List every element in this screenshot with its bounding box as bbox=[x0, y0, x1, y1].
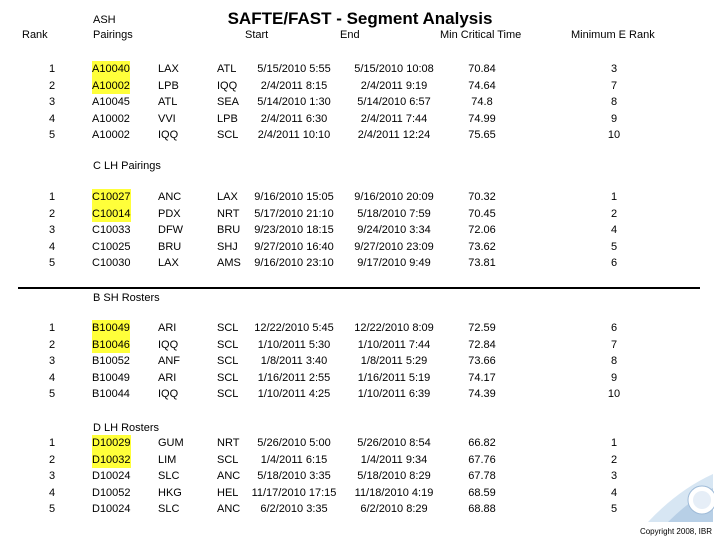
arr-cell: SCL bbox=[217, 129, 239, 141]
id-cell: D10024 bbox=[92, 470, 131, 482]
dep-cell: ARI bbox=[158, 322, 177, 334]
start-cell: 5/18/2010 3:35 bbox=[257, 470, 331, 482]
id-cell: A10045 bbox=[92, 96, 130, 108]
end-cell: 11/18/2010 4:19 bbox=[354, 486, 434, 499]
page-title: SAFTE/FAST - Segment Analysis bbox=[227, 9, 493, 28]
rank-cell: 4 bbox=[48, 240, 56, 253]
erank-cell: 6 bbox=[610, 322, 618, 334]
logo-graphic bbox=[618, 470, 714, 528]
id-cell: D10052 bbox=[92, 486, 131, 499]
dep-cell: GUM bbox=[158, 437, 184, 449]
rank-cell: 2 bbox=[48, 207, 56, 220]
dep-cell: VVI bbox=[158, 112, 176, 125]
id-cell: C10027 bbox=[92, 189, 131, 206]
id-cell: B10044 bbox=[92, 388, 130, 400]
id-cell: D10029 bbox=[92, 435, 131, 452]
mct-cell: 72.06 bbox=[468, 224, 496, 236]
mct-cell: 72.84 bbox=[468, 338, 496, 351]
header-min-critical-time: Min Critical Time bbox=[440, 29, 522, 41]
start-cell: 1/10/2011 5:30 bbox=[257, 338, 331, 351]
copyright-text: Copyright 2008, IBR bbox=[639, 527, 712, 536]
id-cell: A10002 bbox=[92, 112, 130, 125]
dep-cell: LAX bbox=[158, 63, 179, 75]
end-cell: 1/10/2011 7:44 bbox=[357, 338, 431, 351]
mct-cell: 74.8 bbox=[471, 96, 493, 108]
rank-cell: 2 bbox=[48, 453, 56, 466]
rank-cell: 3 bbox=[48, 96, 56, 108]
header-start: Start bbox=[245, 29, 269, 41]
dep-cell: LAX bbox=[158, 257, 179, 269]
mct-cell: 70.32 bbox=[468, 191, 496, 203]
end-cell: 1/4/2011 9:34 bbox=[360, 453, 428, 466]
mct-cell: 68.88 bbox=[468, 503, 496, 515]
dep-cell: ARI bbox=[158, 371, 177, 384]
end-cell: 6/2/2010 8:29 bbox=[360, 503, 428, 515]
dep-cell: SLC bbox=[158, 470, 180, 482]
dep-cell: IQQ bbox=[158, 388, 179, 400]
start-cell: 11/17/2010 17:15 bbox=[251, 486, 337, 499]
erank-cell: 3 bbox=[610, 470, 618, 482]
arr-cell: SCL bbox=[217, 388, 239, 400]
end-cell: 9/24/2010 3:34 bbox=[357, 224, 431, 236]
mct-cell: 72.59 bbox=[468, 322, 496, 334]
erank-cell: 5 bbox=[610, 503, 618, 515]
rank-cell: 4 bbox=[48, 486, 56, 499]
erank-cell: 1 bbox=[610, 437, 618, 449]
erank-cell: 9 bbox=[610, 112, 618, 125]
arr-cell: IQQ bbox=[217, 79, 238, 92]
start-cell: 9/16/2010 15:05 bbox=[254, 191, 334, 203]
dep-cell: IQQ bbox=[158, 129, 179, 141]
id-cell: C10033 bbox=[92, 224, 131, 236]
dep-cell: ANF bbox=[158, 355, 180, 367]
dep-cell: IQQ bbox=[158, 338, 179, 351]
section-label: D LH Rosters bbox=[93, 422, 160, 434]
end-cell: 5/18/2010 7:59 bbox=[357, 207, 431, 220]
start-cell: 5/17/2010 21:10 bbox=[254, 207, 334, 220]
arr-cell: SCL bbox=[217, 322, 239, 334]
dep-cell: DFW bbox=[158, 224, 184, 236]
rank-cell: 1 bbox=[48, 191, 56, 203]
start-cell: 1/8/2011 3:40 bbox=[260, 355, 328, 367]
arr-cell: SHJ bbox=[217, 240, 238, 253]
mct-cell: 68.59 bbox=[468, 486, 496, 499]
erank-cell: 4 bbox=[610, 224, 618, 236]
mct-cell: 67.78 bbox=[468, 470, 496, 482]
id-cell: A10040 bbox=[92, 61, 130, 78]
rank-cell: 5 bbox=[48, 257, 56, 269]
section-divider bbox=[18, 287, 700, 289]
rank-cell: 1 bbox=[48, 437, 56, 449]
mct-cell: 73.81 bbox=[468, 257, 496, 269]
arr-cell: BRU bbox=[217, 224, 241, 236]
rank-cell: 4 bbox=[48, 371, 56, 384]
section-label: B SH Rosters bbox=[93, 292, 160, 304]
arr-cell: NRT bbox=[217, 207, 240, 220]
header-rank: Rank bbox=[22, 29, 48, 41]
arr-cell: LPB bbox=[217, 112, 238, 125]
mct-cell: 75.65 bbox=[468, 129, 496, 141]
id-cell: C10030 bbox=[92, 257, 131, 269]
erank-cell: 1 bbox=[610, 191, 618, 203]
start-cell: 6/2/2010 3:35 bbox=[260, 503, 328, 515]
dep-cell: LIM bbox=[158, 453, 177, 466]
mct-cell: 74.17 bbox=[468, 371, 496, 384]
rank-cell: 3 bbox=[48, 224, 56, 236]
erank-cell: 8 bbox=[610, 355, 618, 367]
end-cell: 5/14/2010 6:57 bbox=[357, 96, 431, 108]
arr-cell: SCL bbox=[217, 338, 239, 351]
mct-cell: 74.99 bbox=[468, 112, 496, 125]
erank-cell: 6 bbox=[610, 257, 618, 269]
rank-cell: 3 bbox=[48, 355, 56, 367]
dep-cell: PDX bbox=[158, 207, 181, 220]
start-cell: 5/26/2010 5:00 bbox=[257, 437, 331, 449]
dep-cell: ANC bbox=[158, 191, 182, 203]
start-cell: 1/4/2011 6:15 bbox=[260, 453, 328, 466]
dep-cell: BRU bbox=[158, 240, 182, 253]
start-cell: 9/23/2010 18:15 bbox=[254, 224, 334, 236]
arr-cell: AMS bbox=[217, 257, 241, 269]
mct-cell: 70.84 bbox=[468, 63, 496, 75]
arr-cell: NRT bbox=[217, 437, 240, 449]
id-cell: A10002 bbox=[92, 129, 130, 141]
mct-cell: 73.62 bbox=[468, 240, 496, 253]
id-cell: B10046 bbox=[92, 337, 130, 354]
id-cell: B10052 bbox=[92, 355, 130, 367]
start-cell: 2/4/2011 10:10 bbox=[257, 129, 331, 141]
erank-cell: 7 bbox=[610, 79, 618, 92]
end-cell: 5/26/2010 8:54 bbox=[357, 437, 431, 449]
rank-cell: 2 bbox=[48, 79, 56, 92]
header-end: End bbox=[340, 29, 360, 41]
end-cell: 12/22/2010 8:09 bbox=[354, 322, 434, 334]
erank-cell: 4 bbox=[610, 486, 618, 499]
end-cell: 2/4/2011 7:44 bbox=[360, 112, 428, 125]
arr-cell: HEL bbox=[217, 486, 239, 499]
start-cell: 12/22/2010 5:45 bbox=[254, 322, 334, 334]
dep-cell: LPB bbox=[158, 79, 179, 92]
header-pairings-line1: ASH bbox=[93, 14, 116, 26]
erank-cell: 7 bbox=[610, 338, 618, 351]
arr-cell: SEA bbox=[217, 96, 240, 108]
erank-cell: 3 bbox=[610, 63, 618, 75]
arr-cell: SCL bbox=[217, 371, 239, 384]
start-cell: 1/10/2011 4:25 bbox=[257, 388, 331, 400]
id-cell: D10032 bbox=[92, 452, 131, 469]
rank-cell: 5 bbox=[48, 129, 56, 141]
end-cell: 5/18/2010 8:29 bbox=[357, 470, 431, 482]
section-label: C LH Pairings bbox=[93, 160, 161, 172]
mct-cell: 73.66 bbox=[468, 355, 496, 367]
erank-cell: 2 bbox=[610, 207, 618, 220]
id-cell: B10049 bbox=[92, 371, 130, 384]
id-cell: C10025 bbox=[92, 240, 131, 253]
arr-cell: ANC bbox=[217, 470, 241, 482]
start-cell: 2/4/2011 6:30 bbox=[260, 112, 328, 125]
end-cell: 9/16/2010 20:09 bbox=[354, 191, 434, 203]
erank-cell: 5 bbox=[610, 240, 618, 253]
arr-cell: LAX bbox=[217, 191, 238, 203]
end-cell: 2/4/2011 9:19 bbox=[360, 79, 428, 92]
id-cell: C10014 bbox=[92, 206, 131, 223]
rank-cell: 5 bbox=[48, 503, 56, 515]
rank-cell: 4 bbox=[48, 112, 56, 125]
rank-cell: 2 bbox=[48, 338, 56, 351]
id-cell: B10049 bbox=[92, 320, 130, 337]
end-cell: 9/27/2010 23:09 bbox=[354, 240, 434, 253]
arr-cell: ANC bbox=[217, 503, 241, 515]
end-cell: 1/8/2011 5:29 bbox=[360, 355, 428, 367]
erank-cell: 10 bbox=[607, 129, 621, 141]
end-cell: 1/16/2011 5:19 bbox=[357, 371, 431, 384]
arr-cell: SCL bbox=[217, 453, 239, 466]
start-cell: 9/27/2010 16:40 bbox=[254, 240, 334, 253]
start-cell: 2/4/2011 8:15 bbox=[260, 79, 328, 92]
arr-cell: SCL bbox=[217, 355, 239, 367]
dep-cell: SLC bbox=[158, 503, 180, 515]
header-pairings-line2: Pairings bbox=[93, 29, 133, 41]
header-minimum-e-rank: Minimum E Rank bbox=[571, 29, 655, 41]
rank-cell: 1 bbox=[48, 322, 56, 334]
mct-cell: 70.45 bbox=[468, 207, 496, 220]
erank-cell: 10 bbox=[607, 388, 621, 400]
start-cell: 9/16/2010 23:10 bbox=[254, 257, 334, 269]
end-cell: 2/4/2011 12:24 bbox=[357, 129, 431, 141]
id-cell: A10002 bbox=[92, 78, 130, 95]
mct-cell: 67.76 bbox=[468, 453, 496, 466]
mct-cell: 74.64 bbox=[468, 79, 496, 92]
start-cell: 5/15/2010 5:55 bbox=[257, 63, 331, 75]
end-cell: 9/17/2010 9:49 bbox=[357, 257, 431, 269]
erank-cell: 9 bbox=[610, 371, 618, 384]
rank-cell: 3 bbox=[48, 470, 56, 482]
rank-cell: 5 bbox=[48, 388, 56, 400]
erank-cell: 8 bbox=[610, 96, 618, 108]
mct-cell: 74.39 bbox=[468, 388, 496, 400]
end-cell: 1/10/2011 6:39 bbox=[357, 388, 431, 400]
start-cell: 5/14/2010 1:30 bbox=[257, 96, 331, 108]
dep-cell: ATL bbox=[158, 96, 178, 108]
dep-cell: HKG bbox=[158, 486, 182, 499]
end-cell: 5/15/2010 10:08 bbox=[354, 63, 434, 75]
start-cell: 1/16/2011 2:55 bbox=[257, 371, 331, 384]
erank-cell: 2 bbox=[610, 453, 618, 466]
rank-cell: 1 bbox=[48, 63, 56, 75]
id-cell: D10024 bbox=[92, 503, 131, 515]
mct-cell: 66.82 bbox=[468, 437, 496, 449]
arr-cell: ATL bbox=[217, 63, 237, 75]
